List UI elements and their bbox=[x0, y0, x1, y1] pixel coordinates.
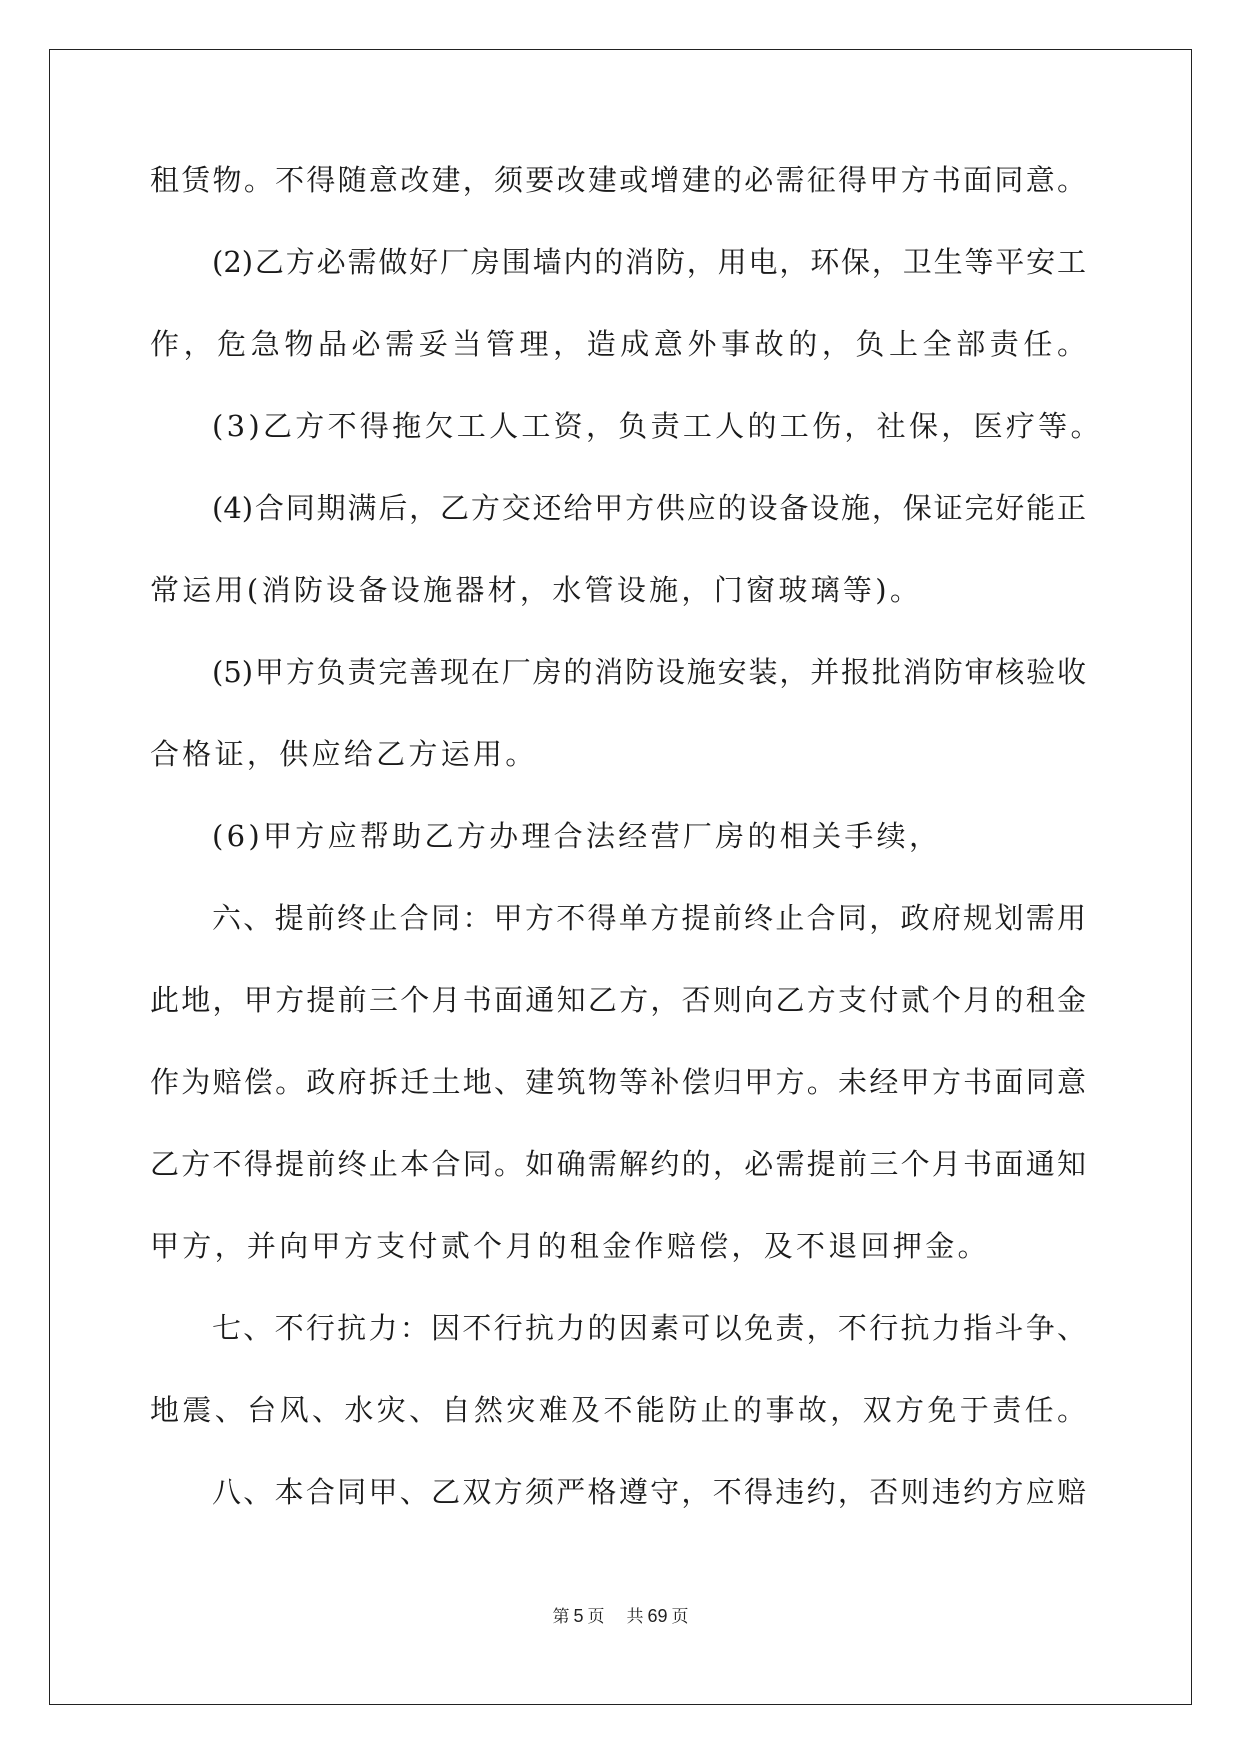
paragraph-line: 作为赔偿。政府拆迁土地、建筑物等补偿归甲方。未经甲方书面同意 bbox=[150, 1065, 1086, 1099]
total-prefix: 共 bbox=[626, 1607, 644, 1627]
paragraph-line: 八、本合同甲、乙双方须严格遵守，不得违约，否则违约方应赔 bbox=[212, 1475, 1086, 1509]
paragraph-line: (6)甲方应帮助乙方办理合法经营厂房的相关手续， bbox=[212, 819, 942, 853]
paragraph-line: 乙方不得提前终止本合同。如确需解约的，必需提前三个月书面通知 bbox=[150, 1147, 1086, 1181]
paragraph-line: (3)乙方不得拖欠工人工资，负责工人的工伤，社保，医疗等。 bbox=[212, 409, 1103, 443]
page-footer bbox=[0, 1602, 1241, 1627]
paragraph-line: (4)合同期满后，乙方交还给甲方供应的设备设施，保证完好能正 bbox=[212, 491, 1086, 525]
paragraph-line: 七、不行抗力：因不行抗力的因素可以免责，不行抗力指斗争、 bbox=[212, 1311, 1086, 1345]
page-suffix: 页 bbox=[587, 1607, 605, 1627]
paragraph-line: 常运用(消防设备设施器材，水管设施，门窗玻璃等)。 bbox=[150, 573, 923, 607]
paragraph-line: 租赁物。不得随意改建，须要改建或增建的必需征得甲方书面同意。 bbox=[150, 163, 1086, 197]
paragraph-line: 地震、台风、水灾、自然灾难及不能防止的事故，双方免于责任。 bbox=[150, 1393, 1086, 1427]
paragraph-line: (2)乙方必需做好厂房围墙内的消防，用电，环保，卫生等平安工 bbox=[212, 245, 1086, 279]
paragraph-line: 作，危急物品必需妥当管理，造成意外事故的，负上全部责任。 bbox=[150, 327, 1086, 361]
paragraph-line: 合格证，供应给乙方运用。 bbox=[150, 737, 538, 771]
paragraph-line: 六、提前终止合同：甲方不得单方提前终止合同，政府规划需用 bbox=[212, 901, 1086, 935]
paragraph-line: 此地，甲方提前三个月书面通知乙方，否则向乙方支付贰个月的租金 bbox=[150, 983, 1086, 1017]
page-number: 5 bbox=[573, 1606, 584, 1626]
total-pages: 69 bbox=[647, 1606, 668, 1626]
document-body bbox=[150, 160, 1103, 1554]
total-suffix: 页 bbox=[671, 1607, 689, 1627]
paragraph-line: 甲方，并向甲方支付贰个月的租金作赔偿，及不退回押金。 bbox=[150, 1229, 990, 1263]
page-prefix: 第 bbox=[552, 1607, 570, 1627]
paragraph-line: (5)甲方负责完善现在厂房的消防设施安装，并报批消防审核验收 bbox=[212, 655, 1086, 689]
